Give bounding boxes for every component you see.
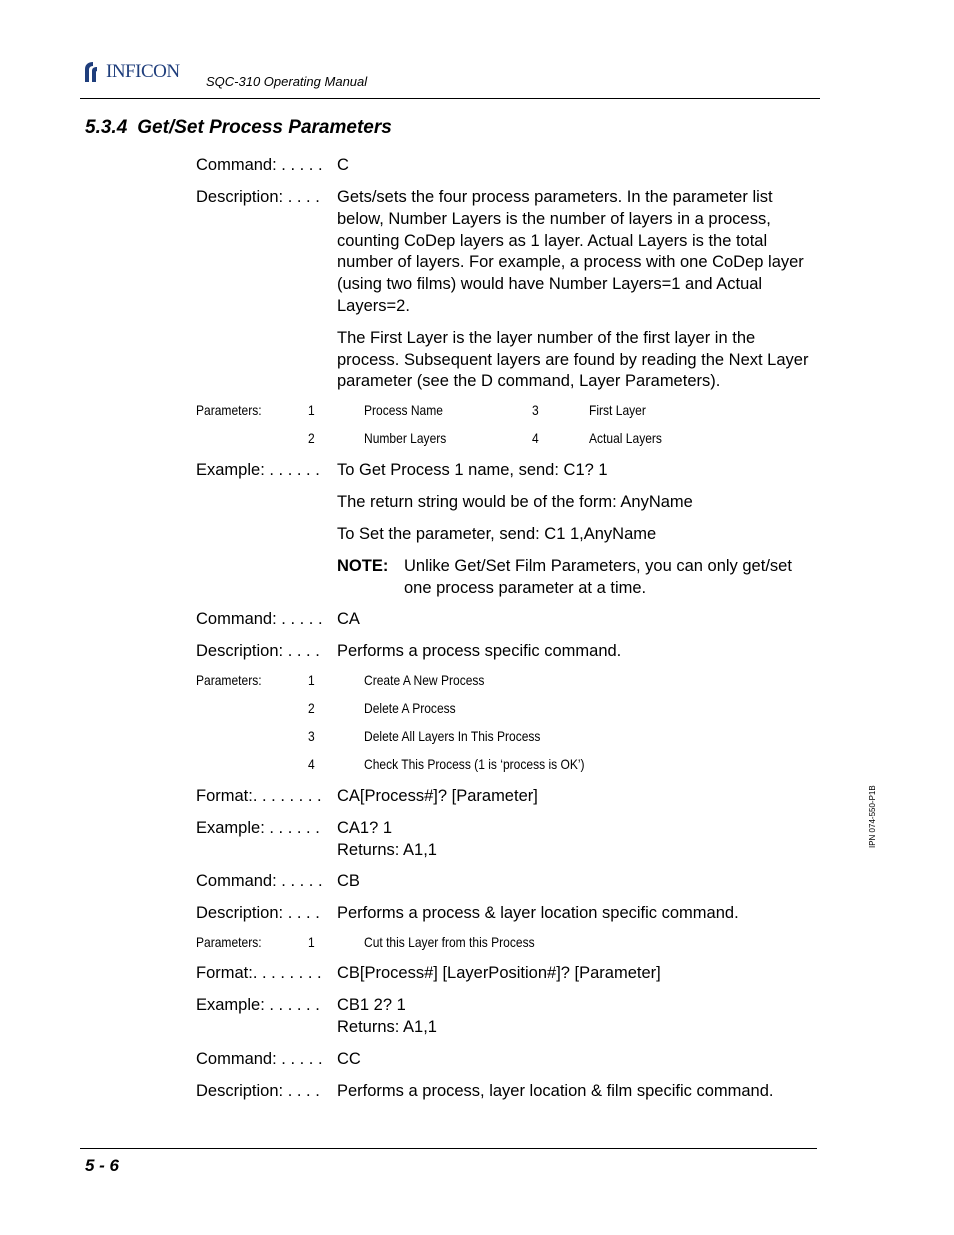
logo-text: INFICON: [106, 61, 180, 82]
command-value: CA: [337, 610, 360, 628]
example-line: CB1 2? 1: [337, 996, 406, 1014]
section-title: [85, 117, 392, 139]
command-label: Command: . . . . .: [196, 610, 323, 628]
section-number: 5.3.4: [85, 117, 128, 138]
note-text: Unlike Get/Set Film Parameters, you can only get/set one process parameter at a time.: [404, 557, 792, 597]
parameter-number: 2: [308, 430, 315, 446]
format-value: CA[Process#]? [Parameter]: [337, 787, 538, 805]
footer-rule: [80, 1148, 817, 1149]
example-label: Example: . . . . . .: [196, 996, 320, 1014]
parameter-name: First Layer: [589, 402, 646, 418]
ipn-side-label: IPN 074-550-P1B: [868, 785, 877, 848]
description-paragraph: The First Layer is the layer number of the first layer in the process. Subsequent layers are found by reading the Next Layer parameter (see the D command, Layer Parameters).: [337, 328, 809, 391]
example-label: Example: . . . . . .: [196, 461, 320, 479]
parameter-number: 1: [308, 402, 315, 418]
command-label: Command: . . . . .: [196, 156, 323, 174]
description-value: Performs a process specific command.: [337, 642, 622, 660]
section-heading: Get/Set Process Parameters: [137, 117, 392, 138]
example-label: Example: . . . . . .: [196, 819, 320, 837]
description-label: Description: . . . .: [196, 188, 320, 206]
parameters-label: Parameters:: [196, 672, 262, 688]
note-label: NOTE:: [337, 557, 389, 575]
format-value: CB[Process#] [LayerPosition#]? [Parameter]: [337, 964, 661, 982]
header-rule: [80, 98, 820, 99]
description-label: Description: . . . .: [196, 642, 320, 660]
example-line: To Set the parameter, send: C1 1,AnyName: [337, 525, 657, 543]
page-number: 5 - 6: [85, 1156, 120, 1175]
description-value: Performs a process & layer location specific command.: [337, 904, 739, 922]
command-value: CB: [337, 872, 360, 890]
example-line: The return string would be of the form: AnyName: [337, 493, 693, 511]
parameter-name: Create A New Process: [364, 672, 485, 688]
manual-title: SQC-310 Operating Manual: [206, 74, 368, 89]
command-label: Command: . . . . .: [196, 1050, 323, 1068]
page-header: [80, 56, 820, 100]
example-line: Returns: A1,1: [337, 840, 437, 859]
parameter-name: Delete All Layers In This Process: [364, 728, 541, 744]
description-label: Description: . . . .: [196, 1082, 320, 1100]
format-label: Format:. . . . . . . .: [196, 787, 322, 805]
description-value: Performs a process, layer location & film specific command.: [337, 1082, 774, 1100]
inficon-logo-icon: [82, 60, 104, 84]
parameter-number: 3: [532, 402, 539, 418]
command-value: CC: [337, 1050, 361, 1068]
parameter-name: Delete A Process: [364, 700, 456, 716]
example-line: Returns: A1,1: [337, 1017, 437, 1036]
example-line: To Get Process 1 name, send: C1? 1: [337, 461, 608, 479]
command-label: Command: . . . . .: [196, 872, 323, 890]
parameter-number: 4: [532, 430, 539, 446]
parameter-number: 1: [308, 672, 315, 688]
description-value: [337, 187, 817, 403]
parameter-number: 1: [308, 934, 315, 950]
parameter-number: 4: [308, 756, 315, 772]
parameter-name: Number Layers: [364, 430, 447, 446]
parameters-label: Parameters:: [196, 402, 262, 418]
parameters-label: Parameters:: [196, 934, 262, 950]
description-label: Description: . . . .: [196, 904, 320, 922]
example-line: CA1? 1: [337, 819, 393, 837]
parameter-number: 3: [308, 728, 315, 744]
parameter-name: Actual Layers: [589, 430, 662, 446]
parameter-name: Check This Process (1 is ‘process is OK’): [364, 756, 585, 772]
command-value: C: [337, 156, 349, 174]
format-label: Format:. . . . . . . .: [196, 964, 322, 982]
parameter-name: Cut this Layer from this Process: [364, 934, 535, 950]
parameter-name: Process Name: [364, 402, 443, 418]
parameter-number: 2: [308, 700, 315, 716]
description-paragraph: Gets/sets the four process parameters. In the parameter list below, Number Layers is the number of layers in a process, counting CoDep layers as 1 layer. Actual Layers is the total number of layers. For example, a process with one CoDep layer (using two films) would have Number Layers=1 and Actual Layers=2.: [337, 188, 804, 315]
